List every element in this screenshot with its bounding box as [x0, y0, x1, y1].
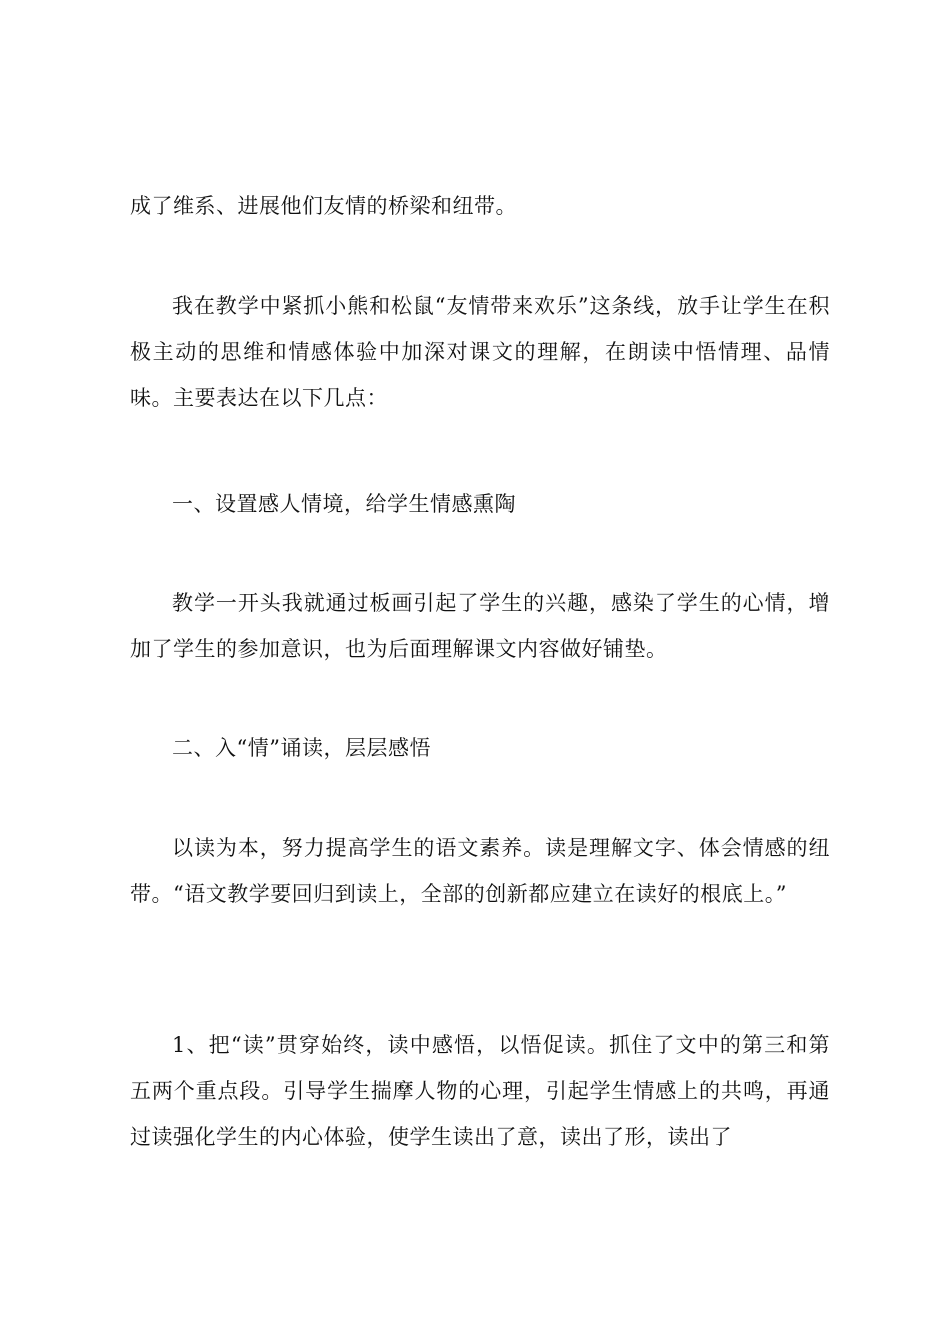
heading-section-two: 二、入“情”诵读，层层感悟	[172, 736, 431, 760]
paragraph-intro: 我在教学中紧抓小熊和松鼠“友情带来欢乐”这条线，放手让学生在积极主动的思维和情感体验中加深对课文的理解，在朗读中悟情理、品情味。主要表达在以下几点：	[130, 294, 830, 410]
paragraph-continuation: 成了维系、进展他们友情的桥梁和纽带。	[130, 194, 517, 218]
paragraph-section-one: 教学一开头我就通过板画引起了学生的兴趣，感染了学生的心情，增加了学生的参加意识，也为后面理解课文内容做好铺垫。	[130, 591, 830, 661]
paragraph-point-one: 1、把“读”贯穿始终，读中感悟，以悟促读。抓住了文中的第三和第五两个重点段。引导学生揣摩人物的心理，引起学生情感上的共鸣，再通过读强化学生的内心体验，使学生读出了意，读出了形，读出了	[130, 1033, 830, 1149]
paragraph-section-two: 以读为本，努力提高学生的语文素养。读是理解文字、体会情感的纽带。“语文教学要回归到读上，全部的创新都应建立在读好的根底上。”	[130, 836, 830, 906]
heading-section-one: 一、设置感人情境，给学生情感熏陶	[172, 492, 516, 516]
